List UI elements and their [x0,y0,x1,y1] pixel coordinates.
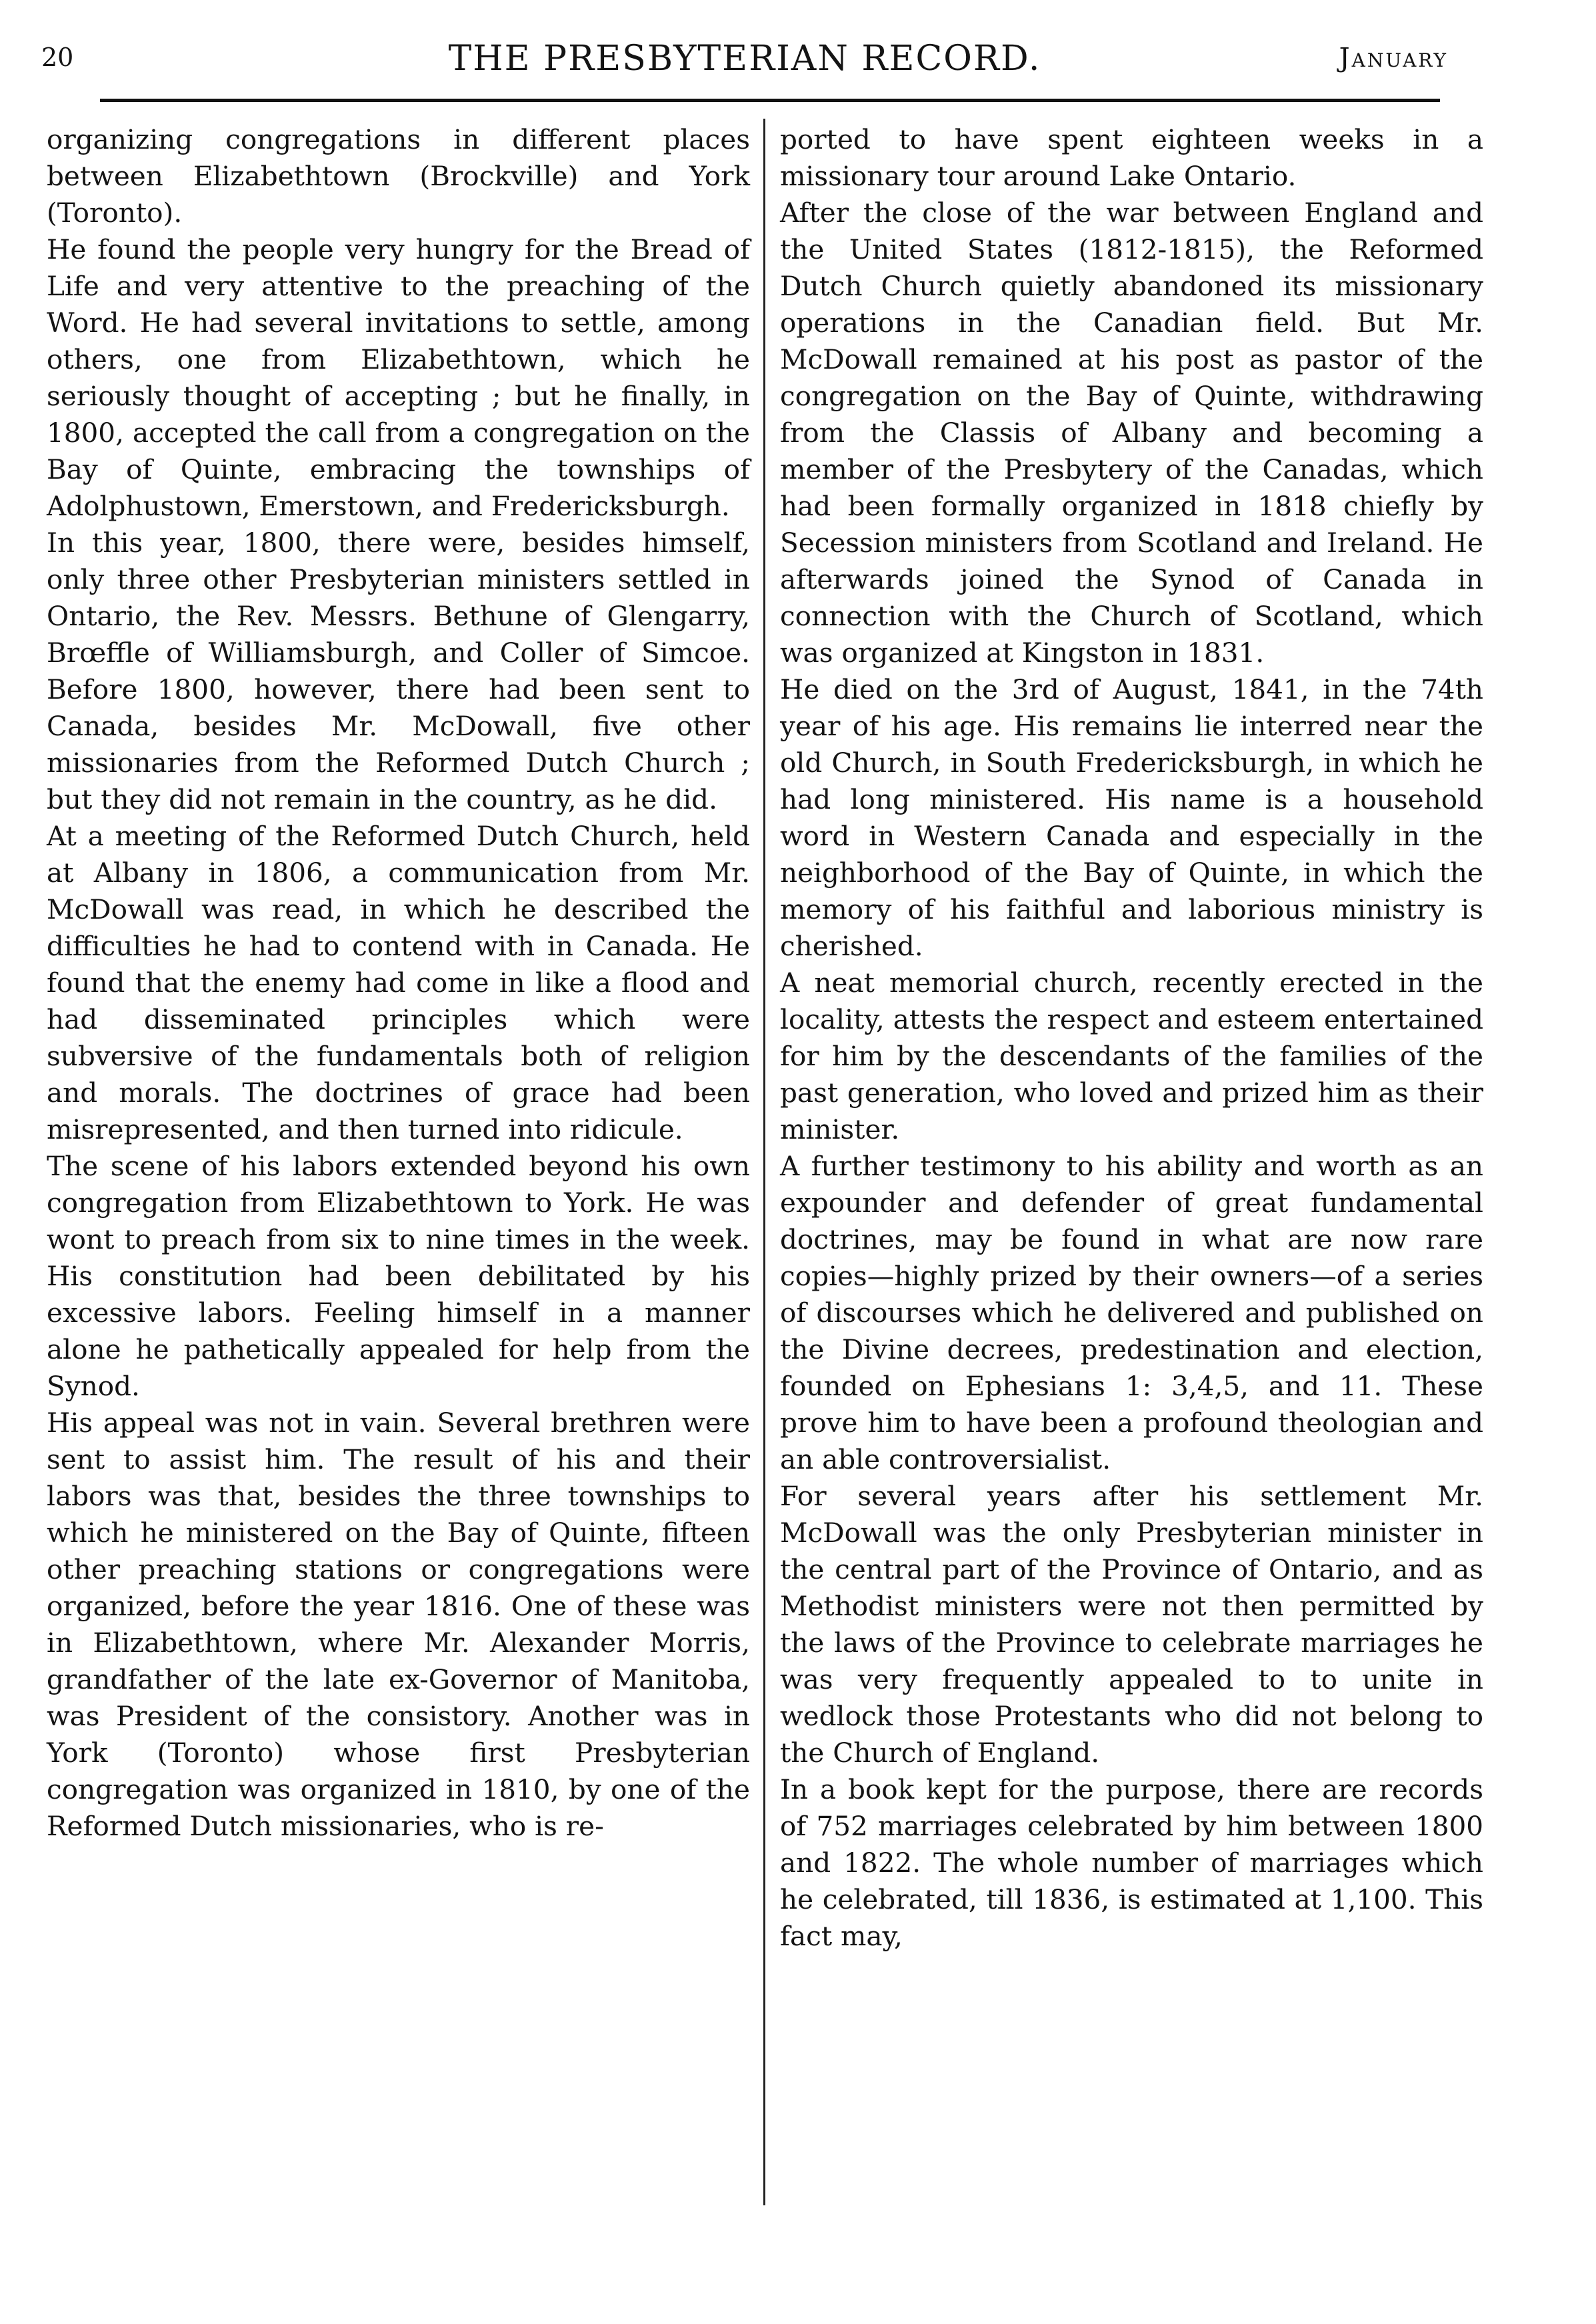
paragraph: In a book kept for the purpose, there are records of 752 marriages celebrated by him between 1800 and 1822. The whole number of marriages which he celebrated, till 1836, is estimated at 1,100. This fact may, [780,1773,1483,1952]
paragraph: He died on the 3rd of August, 1841, in the 74th year of his age. His remains lie interred near the old Church, in South Fredericksburgh, in which he had long ministered. His name is a household word in Western Canada and especially in the neighborhood of the Bay of Quinte, in which the memory of his faithful and laborious ministry is cherished. [780,673,1483,962]
page-number: 20 [41,43,74,72]
paragraph: In this year, 1800, there were, besides himself, only three other Presbyterian ministers settled in Ontario, the Rev. Messrs. Bethune of Glengarry, Brœffle of Williamsburgh, and Coller of Simcoe. Before 1800, however, there had been sent to Canada, besides Mr. McDowall, five other missionaries from the Reformed Dutch Church ; but they did not remain in the country, as he did. [47,527,750,815]
column-divider [763,119,765,2205]
paragraph: A neat memorial church, recently erected in the locality, attests the respect and esteem entertained for him by the descendants of the families of the past generation, who loved and prized him as their minister. [780,967,1483,1145]
header-rule [100,99,1440,102]
left-column [47,121,750,1845]
paragraph: A further testimony to his ability and worth as an expounder and defender of great fundamental doctrines, may be found in what are now rare copies—highly prized by their owners—of a series of discourses which he delivered and published on the Divine decrees, predestination and election, founded on Ephesians 1: 3,4,5, and 11. These prove him to have been a profound theologian and an able controversialist. [780,1150,1483,1475]
page-header [41,37,1448,84]
paragraph: He found the people very hungry for the Bread of Life and very attentive to the preaching of the Word. He had several invitations to settle, among others, one from Elizabethtown, which he seriously thought of accepting ; but he finally, in 1800, accepted the call from a congregation on the Bay of Quinte, embracing the townships of Adolphustown, Emerstown, and Fredericksburgh. [47,233,750,522]
right-column [780,121,1483,1955]
issue-month: January [1339,43,1448,73]
paragraph: ported to have spent eighteen weeks in a missionary tour around Lake Ontario. [780,123,1483,192]
paragraph: For several years after his settlement Mr. McDowall was the only Presbyterian minister in the central part of the Province of Ontario, and as Methodist ministers were not then permitted by the laws of the Province to celebrate marriages he was very frequently appealed to to unite in wedlock those Protestants who did not belong to the Church of England. [780,1480,1483,1769]
paragraph: organizing congregations in different places between Elizabethtown (Brockville) and York (Toronto). [47,123,750,229]
paragraph: After the close of the war between England and the United States (1812-1815), the Reformed Dutch Church quietly abandoned its missionary operations in the Canadian field. But Mr. McDowall remained at his post as pastor of the congregation on the Bay of Quinte, withdrawing from the Classis of Albany and becoming a member of the Presbytery of the Canadas, which had been formally organized in 1818 chiefly by Secession ministers from Scotland and Ireland. He afterwards joined the Synod of Canada in connection with the Church of Scotland, which was organized at Kingston in 1831. [780,197,1483,669]
paragraph: His appeal was not in vain. Several brethren were sent to assist him. The result of his and their labors was that, besides the three townships to which he ministered on the Bay of Quinte, fifteen other preaching stations or congregations were organized, before the year 1816. One of these was in Elizabethtown, where Mr. Alexander Morris, grandfather of the late ex-Governor of Manitoba, was President of the consistory. Another was in York (Toronto) whose first Presbyterian congregation was organized in 1810, by one of the Reformed Dutch missionaries, who is re- [47,1407,750,1842]
paragraph: At a meeting of the Reformed Dutch Church, held at Albany in 1806, a communication from Mr. McDowall was read, in which he described the difficulties he had to contend with in Canada. He found that the enemy had come in like a flood and had disseminated principles which were subversive of the fundamentals both of religion and morals. The doctrines of grace had been misrepresented, and then turned into ridicule. [47,820,750,1145]
journal-title: THE PRESBYTERIAN RECORD. [448,39,1041,79]
paragraph: The scene of his labors extended beyond his own congregation from Elizabethtown to York. He was wont to preach from six to nine times in the week. His constitution had been debilitated by his excessive labors. Feeling himself in a manner alone he pathetically appealed for help from the Synod. [47,1150,750,1402]
